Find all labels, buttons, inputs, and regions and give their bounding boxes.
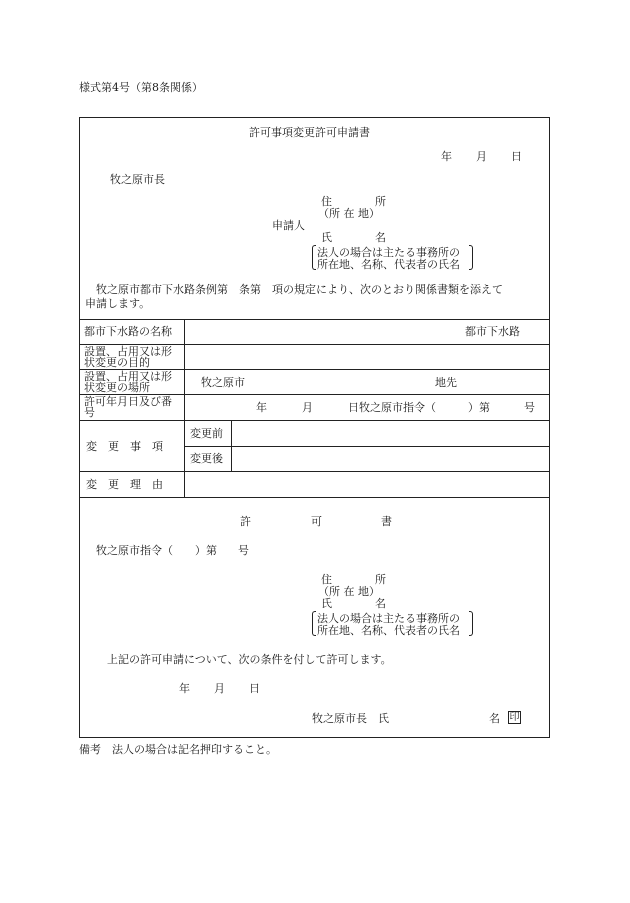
permit-name-label-2: 名: [375, 597, 386, 610]
table-line-5: [79, 420, 550, 421]
permit-address-label-2: 所: [375, 573, 386, 586]
permit-order-dai: ）第: [195, 544, 217, 557]
row-permit-date-label: 許可年月日及び番号: [84, 395, 172, 419]
permit-statement: 上記の許可申請について、次の条件を付して許可します。: [107, 653, 392, 666]
permit-order-go: 号: [238, 544, 249, 557]
seal-mark: 印: [509, 712, 520, 723]
permit-mayor: 牧之原市長 氏: [312, 712, 389, 725]
remarks: 備考 法人の場合は記名押印すること。: [79, 743, 277, 756]
permit-title-3: 書: [381, 515, 392, 528]
permit-name-label-1: 氏: [321, 597, 332, 610]
row-drain-name-label: 都市下水路の名称: [84, 325, 172, 338]
name-label-1: 氏: [321, 231, 332, 244]
permit-title-2: 可: [311, 515, 322, 528]
row-permit-order: 日牧之原市指令（: [348, 401, 436, 414]
corp-note-line-2: 所在地、名称、代表者の氏名: [317, 258, 460, 271]
permit-corp-note-1: 法人の場合は主たる事務所の: [317, 612, 460, 625]
row-place-label: 設置、占用又は形状変更の場所: [84, 370, 172, 394]
change-after-label: 変更後: [190, 452, 223, 465]
change-items-label: 変 更 事 項: [86, 440, 163, 453]
body-text-line-1: 牧之原市都市下水路条例第 条第 項の規定により、次のとおり関係書類を添えて: [96, 283, 503, 296]
date-day: 日: [511, 150, 522, 163]
permit-title-1: 許: [240, 515, 251, 528]
location-label: （所 在 地）: [318, 207, 380, 220]
permit-address-label-1: 住: [321, 573, 332, 586]
table-col-divider: [184, 319, 185, 497]
corp-note-bracket-left: [312, 245, 316, 270]
table-line-change-mid: [184, 446, 549, 447]
address-label-1: 住: [321, 195, 332, 208]
permit-corp-bracket-left: [312, 611, 316, 636]
body-text-line-2: 申請します。: [85, 297, 151, 310]
address-label-2: 所: [375, 195, 386, 208]
permit-date-month: 月: [214, 682, 225, 695]
form-number: 様式第4号（第8条関係）: [79, 81, 203, 94]
addressee: 牧之原市長: [110, 173, 165, 186]
name-label-2: 名: [375, 231, 386, 244]
table-bottom-line: [79, 497, 550, 498]
application-title: 許可事項変更許可申請書: [249, 126, 370, 139]
form-frame: [79, 117, 550, 738]
table-line-6: [79, 471, 550, 472]
permit-mayor-name: 名: [489, 712, 500, 725]
applicant-label: 申請人: [272, 219, 305, 232]
row-permit-month: 月: [302, 401, 313, 414]
permit-order-prefix: 牧之原市指令（: [96, 544, 173, 557]
row-permit-dai: ）第: [468, 401, 490, 414]
table-subcol-divider: [231, 420, 232, 471]
permit-date-year: 年: [179, 682, 190, 695]
row-permit-go: 号: [524, 401, 535, 414]
row-drain-name-value: 都市下水路: [465, 325, 520, 338]
corp-note-line-1: 法人の場合は主たる事務所の: [317, 246, 460, 259]
permit-date-day: 日: [249, 682, 260, 695]
change-before-label: 変更前: [190, 427, 223, 440]
row-purpose-label: 設置、占用又は形状変更の目的: [84, 345, 172, 369]
permit-corp-note-2: 所在地、名称、代表者の氏名: [317, 624, 460, 637]
date-month: 月: [476, 150, 487, 163]
permit-corp-bracket-right: [469, 611, 473, 636]
permit-location-label: （所 在 地）: [318, 585, 380, 598]
corp-note-bracket-right: [469, 245, 473, 270]
date-year: 年: [441, 150, 452, 163]
row-place-suffix: 地先: [435, 376, 457, 389]
change-reason-label: 変 更 理 由: [86, 478, 163, 491]
row-place-city: 牧之原市: [201, 376, 245, 389]
table-top-line: [79, 319, 550, 320]
row-permit-year: 年: [256, 401, 267, 414]
